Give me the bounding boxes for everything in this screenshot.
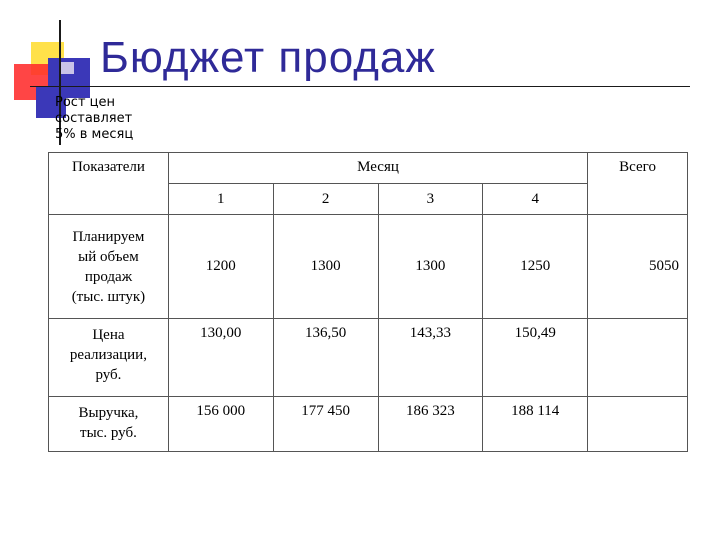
- header-total: Всего: [588, 153, 688, 184]
- row-label: Планируем ый объем продаж (тыс. штук): [49, 215, 169, 319]
- row-label: Цена реализации, руб.: [49, 319, 169, 397]
- header-indicators-spacer: [49, 184, 169, 215]
- header-indicators: Показатели: [49, 153, 169, 184]
- table-cell: 143,33: [378, 319, 483, 397]
- table-cell: 1200: [168, 215, 273, 319]
- row-total: [588, 319, 688, 397]
- header-month: Месяц: [168, 153, 587, 184]
- table-header-row: [49, 153, 688, 184]
- decor-pale-square: [60, 62, 74, 74]
- table-row: [49, 397, 688, 452]
- slide-title: Бюджет продаж: [100, 33, 436, 82]
- table-row: [49, 215, 688, 319]
- table-cell: 188 114: [483, 397, 588, 452]
- table-cell: 1300: [378, 215, 483, 319]
- table-cell: 186 323: [378, 397, 483, 452]
- header-month-3: 3: [378, 184, 483, 215]
- header-month-4: 4: [483, 184, 588, 215]
- table-cell: 1300: [273, 215, 378, 319]
- row-label: Выручка, тыс. руб.: [49, 397, 169, 452]
- table-cell: 130,00: [168, 319, 273, 397]
- row-total: 5050: [588, 215, 688, 319]
- table-subheader-row: [49, 184, 688, 215]
- decor-horizontal-line: [30, 86, 690, 87]
- table-cell: 156 000: [168, 397, 273, 452]
- sales-budget-table: [48, 152, 688, 452]
- header-month-2: 2: [273, 184, 378, 215]
- table-cell: 136,50: [273, 319, 378, 397]
- header-total-spacer: [588, 184, 688, 215]
- table-cell: 150,49: [483, 319, 588, 397]
- table-row: [49, 319, 688, 397]
- row-total: [588, 397, 688, 452]
- price-growth-note: Рост цен составляет 5% в месяц: [55, 95, 134, 142]
- table-cell: 177 450: [273, 397, 378, 452]
- table-cell: 1250: [483, 215, 588, 319]
- header-month-1: 1: [168, 184, 273, 215]
